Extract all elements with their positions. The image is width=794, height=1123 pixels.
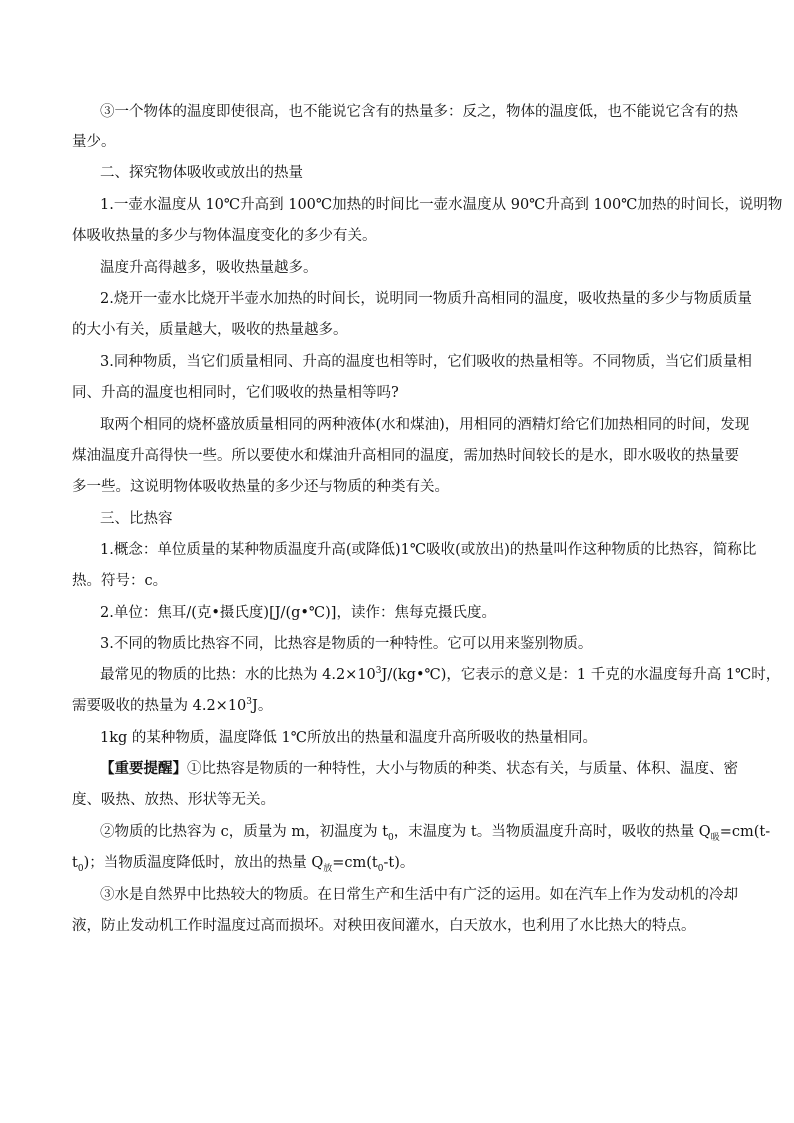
paragraph-line: 3.同种物质，当它们质量相同、升高的温度也相等时，它们吸收的热量相等。不同物质，当它们质量相	[100, 354, 752, 370]
subscript: 0	[377, 863, 384, 874]
reminder-line	[100, 759, 738, 779]
subscript: 吸	[710, 832, 720, 843]
formula-line	[100, 822, 771, 843]
paragraph-line: 同、升高的温度也相同时，它们吸收的热量相等吗?	[72, 385, 399, 401]
text-run: 需要吸收的热量为 4.2×10	[72, 698, 247, 714]
superscript: 3	[375, 666, 382, 677]
specific-heat-line	[100, 665, 781, 685]
paragraph-line: 3.不同的物质比热容不同，比热容是物质的一种特性。它可以用来鉴别物质。	[100, 636, 593, 652]
text-run: 最常见的物质的比热：水的比热为 4.2×10	[100, 667, 376, 683]
paragraph-line: 1.概念：单位质量的某种物质温度升高(或降低)1℃吸收(或放出)的热量叫作这种物质的比热容，简称比	[100, 542, 757, 558]
paragraph-line: 热。符号：c。	[72, 573, 168, 589]
specific-heat-line	[72, 696, 732, 716]
text-run: t	[72, 855, 78, 871]
text-run: ②物质的比热容为 c，质量为 m，初温度为 t	[100, 824, 389, 840]
paragraph-line: 度、吸热、放热、形状等无关。	[72, 792, 275, 808]
reminder-label: 【重要提醒】	[100, 760, 187, 777]
paragraph-line: 煤油温度升高得快一些。所以要使水和煤油升高相同的温度，需加热时间较长的是水，即水吸收的热量要	[72, 448, 739, 464]
paragraph-line: ③水是自然界中比热较大的物质。在日常生产和生活中有广泛的运用。如在汽车上作为发动机的冷却	[100, 887, 738, 903]
paragraph-line: 的大小有关，质量越大，吸收的热量越多。	[72, 322, 348, 338]
paragraph-line: 2.单位：焦耳/(克•摄氏度)[J/(g•℃)]，读作：焦每克摄氏度。	[100, 605, 496, 621]
section-heading: 三、比热容	[100, 511, 173, 527]
text-run: ①比热容是物质的一种特性，大小与物质的种类、状态有关，与质量、体积、温度、密	[187, 761, 738, 777]
superscript: 3	[246, 697, 253, 708]
paragraph-line: 液，防止发动机工作时温度过高而损坏。对秧田夜间灌水，白天放水，也利用了水比热大的特点。	[72, 918, 696, 934]
paragraph-line: 多一些。这说明物体吸收热量的多少还与物质的种类有关。	[72, 479, 449, 495]
section-heading: 二、探究物体吸收或放出的热量	[100, 165, 303, 181]
text-run: =cm(t	[332, 855, 378, 871]
text-run: J/(kg•℃)，它表示的意义是：1 千克的水温度每升高 1℃时，	[381, 667, 781, 683]
paragraph-line: 取两个相同的烧杯盛放质量相同的两种液体(水和煤油)，用相同的酒精灯给它们加热相同的时间，发现	[100, 417, 750, 433]
text-run: J。	[252, 698, 273, 714]
paragraph-line: 2.烧开一壶水比烧开半壶水加热的时间长，说明同一物质升高相同的温度，吸收热量的多少与物质质量	[100, 291, 752, 307]
subscript: 0	[77, 863, 84, 874]
paragraph-line: 温度升高得越多，吸收热量越多。	[100, 260, 318, 276]
subscript: 0	[388, 832, 394, 843]
text-run: -t)。	[383, 855, 415, 871]
formula-line	[72, 853, 732, 873]
subscript: 放	[323, 863, 333, 874]
text-run: ，末温度为 t。当物质温度升高时，吸收的热量 Q	[393, 824, 711, 840]
text-run: =cm(t-	[719, 824, 771, 840]
paragraph-line: 1.一壶水温度从 10℃升高到 100℃加热的时间比一壶水温度从 90℃升高到 100℃加热的时间长，说明物	[100, 197, 783, 213]
paragraph-line: 1kg 的某种物质，温度降低 1℃所放出的热量和温度升高所吸收的热量相同。	[100, 730, 597, 746]
paragraph-line: 量少。	[72, 134, 116, 150]
text-run: )；当物质温度降低时，放出的热量 Q	[83, 855, 324, 871]
paragraph-line: 体吸收热量的多少与物体温度变化的多少有关。	[72, 228, 377, 244]
paragraph-line: ③一个物体的温度即使很高，也不能说它含有的热量多：反之，物体的温度低，也不能说它含有的热	[100, 104, 738, 120]
